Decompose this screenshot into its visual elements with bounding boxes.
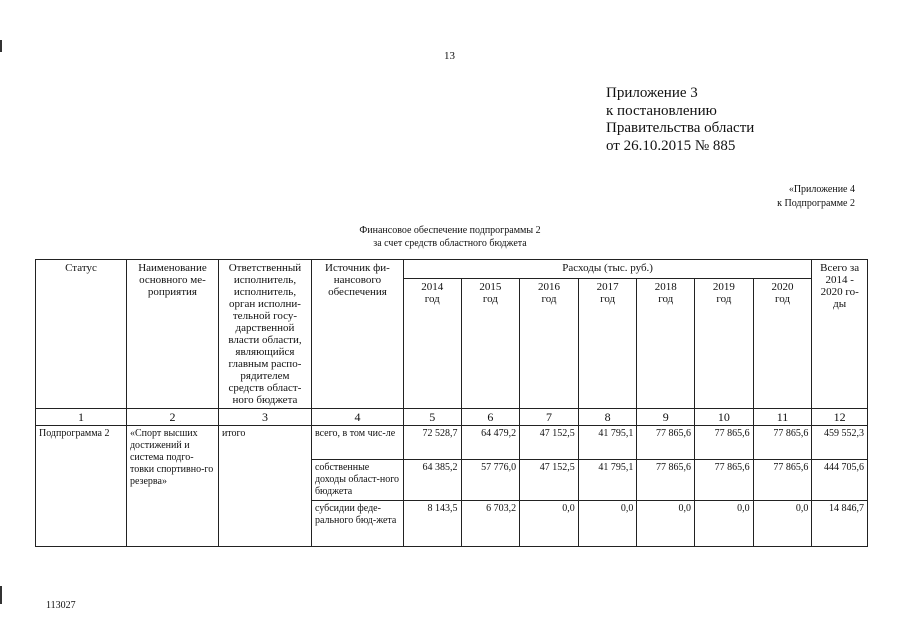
header-row [36,260,868,279]
column-number: 4 [311,409,403,426]
cell-executor: итого [218,426,311,547]
appendix-line: от 26.10.2015 № 885 [606,137,736,154]
cell-value: 77 865,6 [753,460,812,501]
cell-value: 77 865,6 [637,426,695,460]
header-name: Наименование основного ме-роприятия [126,260,218,409]
year-header: 2015 год [461,279,520,409]
cell-value: 0,0 [695,501,754,547]
cell-value: 47 152,5 [520,426,579,460]
cell-value: 41 795,1 [578,426,637,460]
page-number: 13 [444,50,455,62]
year-header: 2014 год [403,279,461,409]
column-number: 9 [637,409,695,426]
reference-line: к Подпрограмме 2 [777,198,855,209]
cell-total: 459 552,3 [812,426,868,460]
cell-source: собственные доходы област-ного бюджета [311,460,403,501]
cell-value: 0,0 [753,501,812,547]
appendix-line: Правительства области [606,120,755,136]
column-number-row [36,409,868,426]
cell-activity-name: «Спорт высших достижений и система подго-товки спортивно-го резерва» [126,426,218,547]
column-number: 7 [520,409,579,426]
cell-total: 444 705,6 [812,460,868,501]
cell-value: 47 152,5 [520,460,579,501]
cell-total: 14 846,7 [812,501,868,547]
scan-edge-mark [0,40,2,52]
appendix-line: Приложение 3 [606,85,698,101]
column-number: 1 [36,409,127,426]
year-header: 2016 год [520,279,579,409]
cell-value: 72 528,7 [403,426,461,460]
cell-value: 77 865,6 [637,460,695,501]
appendix-block [606,85,754,155]
cell-value: 0,0 [578,501,637,547]
title-line: за счет средств областного бюджета [373,238,527,249]
reference-line: «Приложение 4 [788,184,855,195]
header-total: Всего за 2014 - 2020 го-ды [812,260,868,409]
column-number: 3 [218,409,311,426]
reference-block [777,183,855,211]
cell-value: 64 479,2 [461,426,520,460]
document-title [300,224,600,250]
column-number: 11 [753,409,812,426]
column-number: 10 [695,409,754,426]
year-header: 2020 год [753,279,812,409]
cell-value: 41 795,1 [578,460,637,501]
column-number: 12 [812,409,868,426]
year-header: 2017 год [578,279,637,409]
cell-value: 64 385,2 [403,460,461,501]
header-expenses: Расходы (тыс. руб.) [403,260,811,279]
table-row [36,426,868,460]
header-executor: Ответственный исполнитель, исполнитель, орган исполни-тельной госу-дарственной власти области, являющийся главным распо-рядителем средств област-ного бюджета [218,260,311,409]
cell-value: 77 865,6 [753,426,812,460]
column-number: 8 [578,409,637,426]
cell-value: 0,0 [637,501,695,547]
cell-value: 8 143,5 [403,501,461,547]
cell-value: 77 865,6 [695,426,754,460]
column-number: 6 [461,409,520,426]
financing-table [35,259,868,547]
cell-value: 0,0 [520,501,579,547]
column-number: 5 [403,409,461,426]
header-status: Статус [36,260,127,409]
cell-value: 57 776,0 [461,460,520,501]
column-number: 2 [126,409,218,426]
footer-code: 113027 [46,600,76,611]
cell-source: всего, в том чис-ле [311,426,403,460]
appendix-line: к постановлению [606,102,717,119]
cell-source: субсидии феде-рального бюд-жета [311,501,403,547]
scan-edge-mark [0,586,2,604]
cell-status: Подпрограмма 2 [36,426,127,547]
title-line: Финансовое обеспечение подпрограммы 2 [359,225,541,236]
cell-value: 6 703,2 [461,501,520,547]
year-header: 2019 год [695,279,754,409]
cell-value: 77 865,6 [695,460,754,501]
header-source: Источник фи-нансового обеспечения [311,260,403,409]
year-header: 2018 год [637,279,695,409]
